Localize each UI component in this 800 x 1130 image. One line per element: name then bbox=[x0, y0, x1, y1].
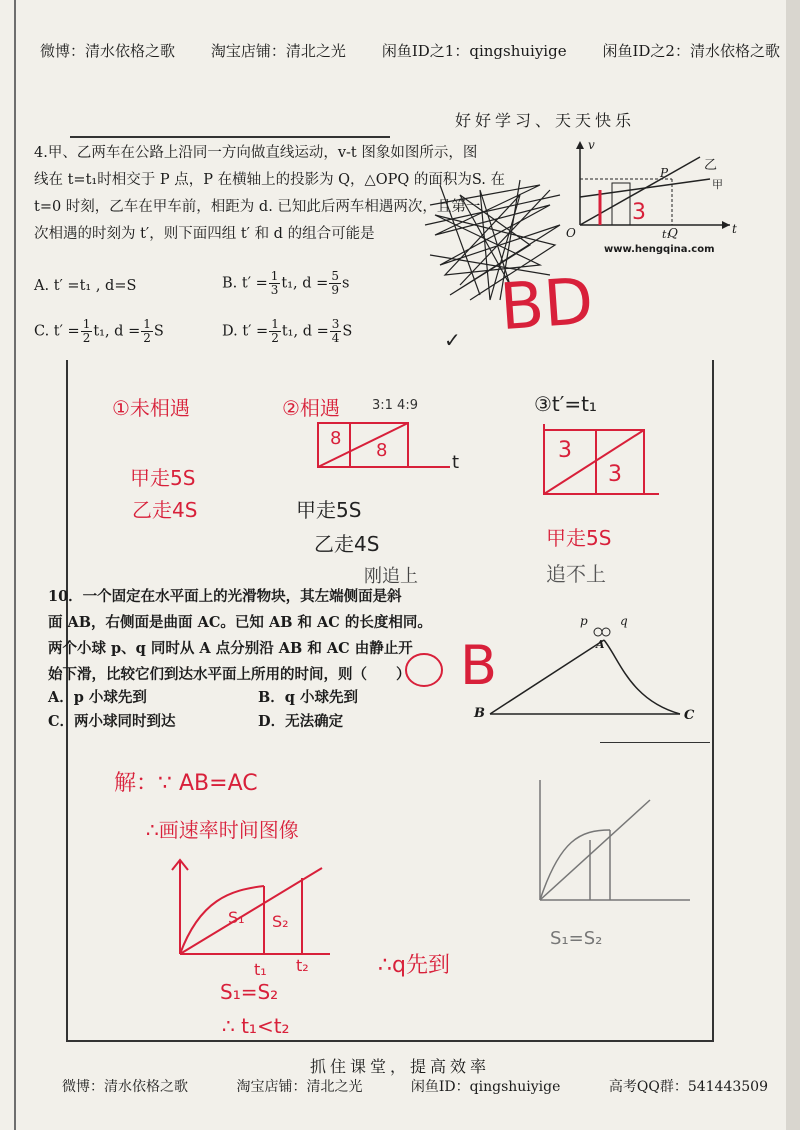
hw-chase: 追不上 bbox=[546, 562, 606, 586]
hw-solution-1: 解：∵ AB=AC bbox=[114, 771, 258, 796]
fraction-denominator: 2 bbox=[271, 331, 279, 345]
option-d-d-fraction bbox=[330, 318, 342, 345]
q10-option-d: D．无法确定 bbox=[258, 713, 344, 730]
fig-label-a: A bbox=[596, 638, 605, 651]
footer-weibo: 微博：清水依格之歌 bbox=[62, 1079, 188, 1095]
fraction-denominator: 3 bbox=[270, 283, 279, 297]
hw-concl-1: ∴ t₁<t₂ bbox=[222, 1014, 290, 1038]
fig-label-p: p bbox=[580, 614, 588, 628]
fraction-denominator: 9 bbox=[331, 283, 339, 297]
hw-eq: S₁=S₂ bbox=[220, 980, 279, 1004]
hw-num-3b: 3 bbox=[608, 462, 622, 487]
option-b-prefix: B. t′ = bbox=[222, 275, 268, 292]
q10-figure bbox=[480, 620, 700, 730]
option-b-mid: t₁, d = bbox=[281, 275, 329, 292]
header-taobao: 淘宝店铺：清北之光 bbox=[210, 42, 346, 60]
graph-website: www.hengqina.com bbox=[604, 244, 715, 255]
hw-note-yi-2: 乙走4S bbox=[314, 532, 380, 556]
q10-option-c: C．两小球同时到达 bbox=[48, 713, 176, 730]
q10-option-a: A．p 小球先到 bbox=[48, 689, 147, 706]
hw-answer-10: B bbox=[460, 634, 498, 697]
option-b-t-fraction bbox=[269, 270, 281, 297]
option-c-t-fraction bbox=[81, 318, 93, 345]
hw-graph-number: 3 bbox=[632, 200, 646, 225]
fraction-numerator: 1 bbox=[271, 317, 279, 331]
fig-label-b: B bbox=[474, 706, 485, 721]
hw-s2: S₂ bbox=[272, 912, 289, 931]
section-rule bbox=[70, 136, 390, 138]
option-c-prefix: C. t′ = bbox=[34, 323, 80, 340]
hw-num-8b: 8 bbox=[376, 440, 388, 461]
option-b bbox=[222, 270, 349, 297]
hw-t2: t₂ bbox=[296, 956, 309, 975]
fraction-numerator: 3 bbox=[331, 317, 340, 331]
footer-xianyu: 闲鱼ID：qingshuiyige bbox=[410, 1079, 561, 1095]
page-header bbox=[40, 40, 780, 61]
hw-answer-circle bbox=[402, 650, 452, 690]
hw-solution-2: ∴画速率时间图像 bbox=[146, 818, 299, 842]
fraction-numerator: 1 bbox=[270, 269, 279, 283]
header-weibo: 微博：清水依格之歌 bbox=[40, 42, 176, 60]
hw-t1: t₁ bbox=[254, 960, 267, 979]
graph-t1-label: t₁ bbox=[662, 228, 671, 241]
top-slogan: 好好学习、天天快乐 bbox=[455, 111, 636, 130]
hw-note-yi-1: 乙走4S bbox=[132, 498, 198, 522]
hw-num-8a: 8 bbox=[330, 428, 342, 449]
option-b-suffix: s bbox=[341, 275, 350, 292]
footer-qq: 高考QQ群：541443509 bbox=[608, 1079, 768, 1095]
option-c bbox=[34, 318, 164, 345]
option-d-mid: t₁, d = bbox=[281, 323, 329, 340]
question-4-line-4: 次相遇的时刻为 t′，则下面四组 t′ 和 d 的组合可能是 bbox=[34, 226, 375, 242]
option-d bbox=[222, 318, 352, 345]
option-c-d-fraction bbox=[141, 318, 153, 345]
fraction-denominator: 2 bbox=[143, 331, 151, 345]
question-4-line-1: 4.甲、乙两车在公路上沿同一方向做直线运动，v-t 图象如图所示，图 bbox=[34, 145, 478, 161]
q10-option-b: B．q 小球先到 bbox=[258, 689, 358, 706]
hw-answer-4: BD bbox=[497, 264, 596, 346]
hw-mark: ✓ bbox=[444, 328, 461, 352]
footer-slogan: 抓住课堂，提高效率 bbox=[309, 1057, 490, 1076]
hw-concl-2: ∴q先到 bbox=[378, 953, 450, 978]
graph-q-label: Q bbox=[668, 226, 678, 240]
left-margin-line bbox=[14, 0, 16, 1130]
hw-note-3: ③t′=t₁ bbox=[534, 392, 597, 416]
option-d-prefix: D. t′ = bbox=[222, 323, 269, 340]
q10-rule bbox=[600, 742, 710, 743]
option-c-suffix: S bbox=[153, 323, 164, 340]
hw-note-2: ②相遇 bbox=[282, 396, 340, 420]
question-10-line-2: 面 AB，右侧面是曲面 AC。已知 AB 和 AC 的长度相同。 bbox=[48, 614, 432, 631]
pencil-graph bbox=[520, 760, 700, 920]
graph-p-label: P bbox=[660, 166, 669, 180]
hw-note-jia-3: 甲走5S bbox=[546, 526, 612, 550]
question-10-line-1: 10．一个固定在水平面上的光滑物块，其左端侧面是斜 bbox=[48, 588, 402, 605]
graph-t-label: t bbox=[732, 222, 737, 236]
answer-frame-right bbox=[712, 360, 714, 1040]
fraction-denominator: 4 bbox=[331, 331, 340, 345]
fraction-numerator: 1 bbox=[143, 317, 151, 331]
hw-gone: 刚追上 bbox=[364, 566, 418, 587]
right-margin-shade bbox=[786, 0, 800, 1130]
answer-frame-bottom bbox=[66, 1040, 714, 1042]
fraction-numerator: 5 bbox=[331, 269, 339, 283]
option-b-d-fraction bbox=[329, 270, 341, 297]
hw-solution-graph bbox=[160, 850, 340, 970]
fig-label-c: C bbox=[684, 708, 695, 723]
header-xianyu-1: 闲鱼ID之1：qingshuiyige bbox=[381, 42, 567, 60]
pencil-eq: S₁=S₂ bbox=[550, 928, 603, 949]
option-a: A. t′ =t₁ , d=S bbox=[34, 278, 137, 294]
header-xianyu-2: 闲鱼ID之2：清水依格之歌 bbox=[602, 42, 780, 60]
question-4-line-2: 线在 t=t₁时相交于 P 点，P 在横轴上的投影为 Q，△OPQ 的面积为S. 在 bbox=[34, 172, 505, 188]
option-c-mid: t₁, d = bbox=[93, 323, 141, 340]
graph-yi-label: 乙 bbox=[704, 158, 718, 173]
fig-label-q: q bbox=[620, 614, 628, 628]
footer-taobao: 淘宝店铺：清北之光 bbox=[236, 1079, 363, 1095]
hw-s1: S₁ bbox=[228, 908, 245, 927]
hw-diagram-3 bbox=[534, 420, 664, 510]
hw-note-jia-2: 甲走5S bbox=[296, 498, 362, 522]
graph-jia-label: 甲 bbox=[712, 178, 723, 191]
fraction-numerator: 1 bbox=[82, 317, 91, 331]
page-footer bbox=[62, 1076, 768, 1096]
graph-o-label: O bbox=[566, 226, 576, 240]
hw-ratio: 3:1 4:9 bbox=[372, 398, 418, 413]
option-d-t-fraction bbox=[269, 318, 281, 345]
hw-note-1: ①未相遇 bbox=[112, 396, 190, 420]
question-4-line-3: t=0 时刻，乙车在甲车前，相距为 d. 已知此后两车相遇两次，且第一 bbox=[34, 199, 481, 215]
question-10-line-4: 始下滑，比较它们到达水平面上所用的时间，则（ ） bbox=[48, 666, 411, 683]
graph-v-label: v bbox=[588, 138, 595, 152]
hw-t-label: t bbox=[452, 452, 460, 473]
fraction-denominator: 2 bbox=[82, 331, 91, 345]
hw-num-3a: 3 bbox=[558, 438, 572, 463]
option-d-suffix: S bbox=[342, 323, 353, 340]
hw-note-jia-1: 甲走5S bbox=[130, 466, 196, 490]
question-10-line-3: 两个小球 p、q 同时从 A 点分别沿 AB 和 AC 由静止开 bbox=[48, 640, 413, 657]
